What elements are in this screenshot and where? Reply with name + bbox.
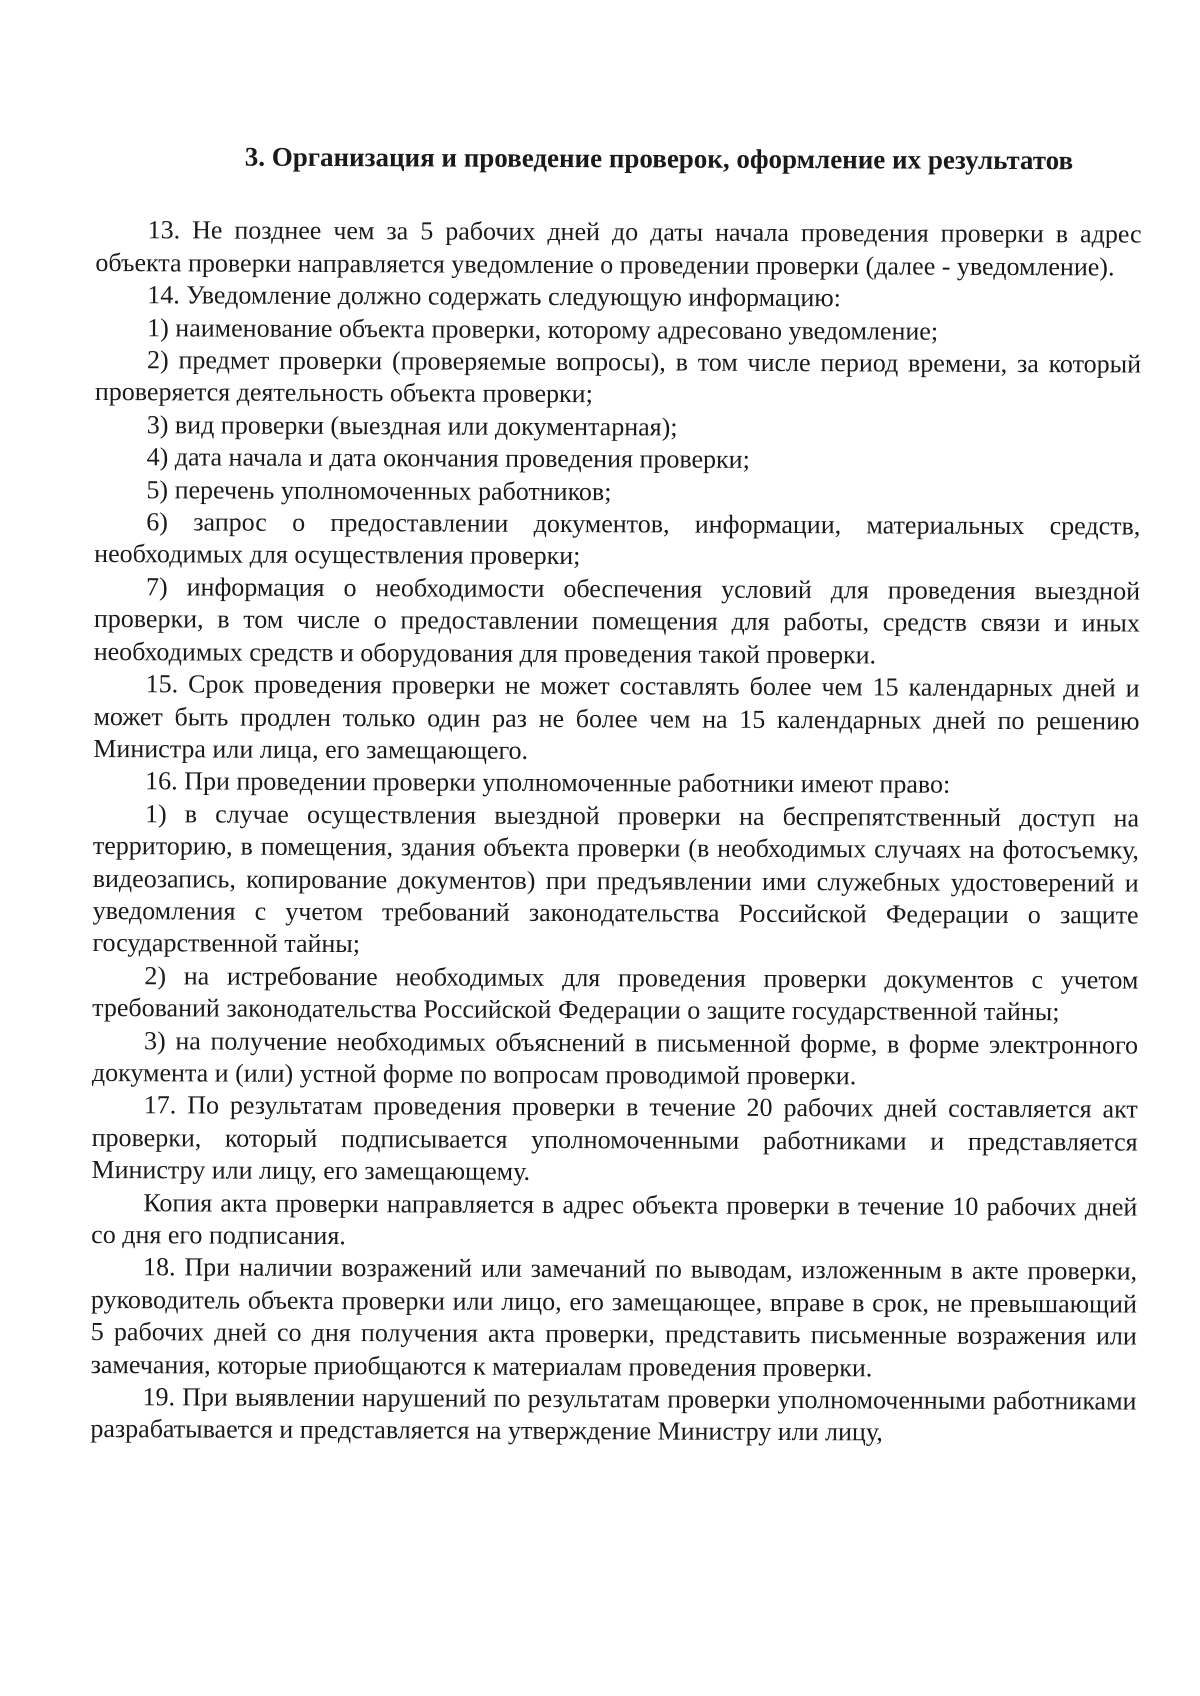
list-item-14-7: 7) информация о необходимости обеспечения условий для проведения выездной проверки, в том числе о предоставлении помещения для работы, средств связи и иных необходимых средств и оборудования для проведения такой проверки. (93, 572, 1141, 670)
paragraph-14: 14. Уведомление должно содержать следующую информацию: (147, 280, 841, 313)
list-item-14-4: 4) дата начала и дата окончания проведения проверки; (146, 442, 750, 475)
list-item-14-1: 1) наименование объекта проверки, которому адресовано уведомление; (147, 312, 939, 346)
paragraph-15: 15. Срок проведения проверки не может составлять более чем 15 календарных дней и может быть продлен только один раз не более чем на 15 календарных дней по решению Министра или лица, его замещающего. (93, 669, 1140, 765)
paragraph-19: 19. При выявлении нарушений по результатам проверки уполномоченными работниками разрабатывается и представляется на утверждение Министру или лицу, (90, 1382, 1137, 1447)
list-item-14-3: 3) вид проверки (выездная или документарная); (146, 410, 678, 442)
paragraph-16: 16. При проведении проверки уполномоченные работники имеют право: (145, 766, 951, 800)
list-item-16-3: 3) на получение необходимых объяснений в письменной форме, в форме электронного документа и (или) устной форме по вопросам проводимой проверки. (91, 1025, 1139, 1091)
list-item-14-5: 5) перечень уполномоченных работников; (146, 474, 612, 506)
paragraph-13: 13. Не позднее чем за 5 рабочих дней до даты начала проведения проверки в адрес объекта проверки направляется уведомление о проведении проверки (далее - уведомление). (95, 215, 1142, 282)
document-body (90, 140, 1142, 1450)
paragraph-17-copy: Копия акта проверки направляется в адрес объекта проверки в течение 10 рабочих дней со дня его подписания. (91, 1187, 1138, 1251)
section-heading: 3. Организация и проведение проверок, оформление их результатов (244, 141, 1074, 176)
list-item-14-2: 2) предмет проверки (проверяемые вопросы), в том числе период времени, за который проверяется деятельность объекта проверки; (94, 345, 1142, 409)
paragraph-18: 18. При наличии возражений или замечаний по выводам, изложенным в акте проверки, руководитель объекта проверки или лицо, его замещающее, вправе в срок, не превышающий 5 рабочих дней со дня получения акта проверки, представить письменные возражения или замечания, которые приобщаются к материалам проведения проверки. (90, 1252, 1138, 1383)
list-item-14-6: 6) запрос о предоставлении документов, информации, материальных средств, необходимых для осуществления проверки; (94, 507, 1141, 571)
list-item-16-1: 1) в случае осуществления выездной проверки на беспрепятственный доступ на территорию, в помещения, здания объекта проверки (в необходимых случаях на фотосъемку, видеозапись, копирование документов) при предъявлении ими служебных удостоверений и уведомления с учетом требований законодательства Российской Федерации о защите государственной тайны; (92, 798, 1140, 959)
paragraph-17: 17. По результатам проведения проверки в течение 20 рабочих дней составляется акт проверки, который подписывается уполномоченными работниками и представляется Министру или лицу, его замещающему. (91, 1090, 1138, 1187)
list-item-16-2: 2) на истребование необходимых для проведения проверки документов с учетом требований законодательства Российской Федерации о защите государственной тайны; (92, 960, 1139, 1027)
